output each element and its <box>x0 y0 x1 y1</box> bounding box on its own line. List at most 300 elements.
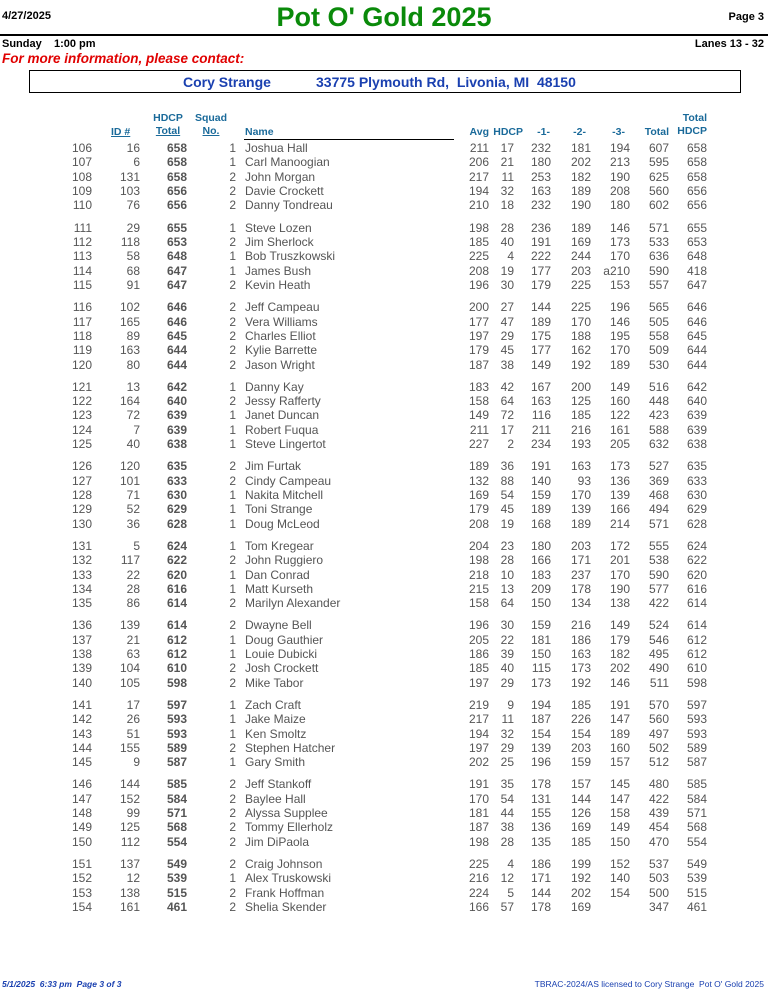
row-total: 625 <box>648 169 669 184</box>
row-average: 179 <box>468 502 489 517</box>
column-header-squad <box>193 112 229 138</box>
row-average: 179 <box>468 343 489 358</box>
row-hdcp-total: 614 <box>166 618 187 633</box>
row-squad: 1 <box>229 437 236 451</box>
row-name: Louie Dubicki <box>245 647 318 661</box>
row-hdcp-total: 584 <box>166 791 187 806</box>
row-game-1: 155 <box>530 806 551 821</box>
row-squad: 1 <box>229 647 236 661</box>
column-header-game-1: -1- <box>537 126 550 138</box>
row-hdcp-total: 629 <box>166 502 187 517</box>
row-hdcp-total: 568 <box>166 820 187 835</box>
row-average: 198 <box>468 220 489 235</box>
row-game-3: 158 <box>609 806 630 821</box>
row-bowler-id: 120 <box>119 459 140 474</box>
row-game-2: 203 <box>570 740 591 755</box>
row-average: 158 <box>468 596 489 611</box>
row-squad: 2 <box>229 357 236 372</box>
table-row <box>0 264 768 278</box>
row-name: Mike Tabor <box>245 675 304 690</box>
column-header-game-2: -2- <box>573 126 586 138</box>
row-bowler-id: 26 <box>126 712 140 727</box>
row-game-3: 170 <box>609 343 630 358</box>
row-game-1: 191 <box>530 234 551 249</box>
row-average: 197 <box>468 675 489 690</box>
row-squad: 1 <box>229 632 236 647</box>
footer-license: TBRAC-2024/AS licensed to Cory Strange Pot O' Gold 2025 <box>534 979 764 989</box>
row-total: 454 <box>648 820 669 835</box>
table-row <box>0 474 768 488</box>
row-game-1: 163 <box>530 394 551 408</box>
row-game-3: 150 <box>609 834 630 849</box>
row-position: 125 <box>71 437 92 451</box>
row-position: 140 <box>71 675 92 690</box>
row-game-1: 177 <box>530 343 551 358</box>
row-game-2: 244 <box>570 249 591 264</box>
row-name: Jake Maize <box>245 712 306 727</box>
name-column-rule <box>244 139 454 140</box>
row-bowler-id: 16 <box>126 141 140 155</box>
row-squad: 1 <box>229 726 236 741</box>
row-position: 146 <box>71 777 92 792</box>
row-game-1: 222 <box>530 249 551 264</box>
report-date: 4/27/2025 <box>2 10 51 22</box>
row-game-1: 159 <box>530 487 551 502</box>
table-row <box>0 170 768 184</box>
row-game-2: 170 <box>570 314 591 329</box>
table-row <box>0 857 768 871</box>
row-name: Davie Crockett <box>245 184 324 199</box>
row-total-hdcp: 658 <box>686 155 707 170</box>
row-total-hdcp: 584 <box>686 791 707 806</box>
row-handicap: 30 <box>500 618 514 633</box>
row-name: Bob Truszkowski <box>245 249 336 264</box>
table-row <box>0 676 768 690</box>
row-total: 636 <box>648 249 669 264</box>
table-row <box>0 221 768 235</box>
row-game-2: 134 <box>570 596 591 611</box>
row-hdcp-total: 549 <box>166 857 187 871</box>
column-header-total-hdcp-line2: HDCP <box>677 125 707 137</box>
row-game-3: 146 <box>609 220 630 235</box>
row-hdcp-total: 642 <box>166 379 187 394</box>
row-position: 113 <box>72 249 92 264</box>
row-total: 560 <box>648 184 669 199</box>
row-bowler-id: 80 <box>126 357 140 372</box>
table-row <box>0 423 768 437</box>
row-game-2: 226 <box>570 712 591 727</box>
row-total-hdcp: 655 <box>686 220 707 235</box>
row-bowler-id: 17 <box>126 697 140 712</box>
row-squad: 2 <box>229 820 236 835</box>
table-row <box>0 886 768 900</box>
row-name: Alex Truskowski <box>245 871 332 886</box>
row-game-3: a210 <box>603 263 630 278</box>
table-row <box>0 633 768 647</box>
table-row <box>0 198 768 212</box>
row-total-hdcp: 633 <box>686 473 707 488</box>
row-position: 110 <box>72 198 92 213</box>
row-average: 196 <box>468 618 489 633</box>
column-header-hdcp: HDCP <box>493 126 523 138</box>
row-average: 225 <box>468 249 489 264</box>
row-position: 120 <box>71 357 92 372</box>
table-row <box>0 300 768 314</box>
row-game-2: 203 <box>570 538 591 553</box>
row-game-2: 225 <box>570 277 591 292</box>
row-squad: 2 <box>229 553 236 568</box>
contact-name: Cory Strange <box>183 74 271 90</box>
row-hdcp-total: 633 <box>166 473 187 488</box>
row-total-hdcp: 639 <box>686 422 707 437</box>
table-row <box>0 235 768 249</box>
row-squad: 2 <box>229 300 236 315</box>
row-hdcp-total: 554 <box>166 834 187 849</box>
row-bowler-id: 91 <box>126 277 140 292</box>
row-position: 154 <box>71 900 92 914</box>
table-row <box>0 408 768 422</box>
row-name: Alyssa Supplee <box>245 806 328 821</box>
row-hdcp-total: 622 <box>166 553 187 568</box>
row-hdcp-total: 628 <box>166 516 187 531</box>
row-hdcp-total: 656 <box>166 198 187 213</box>
row-average: 187 <box>468 357 489 372</box>
row-total: 538 <box>648 553 669 568</box>
row-total-hdcp: 656 <box>686 184 707 199</box>
row-game-3: 166 <box>609 502 630 517</box>
row-game-1: 175 <box>530 328 551 343</box>
row-position: 150 <box>71 834 92 849</box>
row-total: 533 <box>648 234 669 249</box>
row-game-2: 237 <box>570 567 591 582</box>
row-position: 127 <box>71 473 92 488</box>
row-squad: 2 <box>229 596 236 611</box>
row-game-2: 203 <box>570 263 591 278</box>
row-total-hdcp: 640 <box>686 394 707 408</box>
row-game-2: 182 <box>570 169 591 184</box>
row-total-hdcp: 648 <box>686 249 707 264</box>
row-average: 181 <box>468 806 489 821</box>
row-name: John Ruggiero <box>245 553 324 568</box>
row-squad: 2 <box>229 169 236 184</box>
row-game-3: 160 <box>609 394 630 408</box>
row-game-2: 144 <box>570 791 591 806</box>
row-game-1: 177 <box>530 263 551 278</box>
row-handicap: 45 <box>500 502 514 517</box>
row-squad: 2 <box>229 885 236 900</box>
row-game-2: 163 <box>570 459 591 474</box>
column-header-avg: Avg <box>469 126 489 138</box>
row-bowler-id: 125 <box>119 820 140 835</box>
contact-address: 33775 Plymouth Rd, Livonia, MI 48150 <box>316 74 576 90</box>
row-bowler-id: 52 <box>126 502 140 517</box>
row-average: 219 <box>468 697 489 712</box>
row-position: 109 <box>71 184 92 199</box>
row-total: 546 <box>648 632 669 647</box>
row-bowler-id: 163 <box>119 343 140 358</box>
row-game-3: 145 <box>609 777 630 792</box>
table-row <box>0 741 768 755</box>
row-hdcp-total: 658 <box>166 155 187 170</box>
row-game-1: 189 <box>530 314 551 329</box>
row-game-3: 153 <box>609 277 630 292</box>
row-game-3: 205 <box>609 437 630 451</box>
row-total: 422 <box>648 791 669 806</box>
row-bowler-id: 68 <box>126 263 140 278</box>
row-hdcp-total: 585 <box>166 777 187 792</box>
table-row <box>0 553 768 567</box>
row-bowler-id: 139 <box>119 618 140 633</box>
row-game-2: 163 <box>570 647 591 661</box>
row-total-hdcp: 653 <box>686 234 707 249</box>
table-row <box>0 596 768 610</box>
row-name: Shelia Skender <box>245 900 327 914</box>
row-total-hdcp: 589 <box>686 740 707 755</box>
row-average: 191 <box>468 777 489 792</box>
footer-print-info: 5/1/2025 6:33 pm Page 3 of 3 <box>2 979 122 989</box>
table-row <box>0 712 768 726</box>
row-hdcp-total: 593 <box>166 712 187 727</box>
column-header-game-3: -3- <box>612 126 625 138</box>
row-total-hdcp: 658 <box>686 141 707 155</box>
row-game-2: 185 <box>570 834 591 849</box>
row-handicap: 29 <box>500 675 514 690</box>
row-squad: 2 <box>229 618 236 633</box>
row-position: 123 <box>71 408 92 423</box>
row-average: 218 <box>468 567 489 582</box>
row-position: 118 <box>72 328 92 343</box>
row-name: Vera Williams <box>245 314 318 329</box>
row-game-2: 202 <box>570 155 591 170</box>
row-average: 205 <box>468 632 489 647</box>
row-total: 495 <box>648 647 669 661</box>
row-name: Charles Elliot <box>245 328 316 343</box>
row-squad: 1 <box>229 487 236 502</box>
row-total: 347 <box>648 900 669 914</box>
row-position: 137 <box>71 632 92 647</box>
table-row <box>0 539 768 553</box>
row-name: Carl Manoogian <box>245 155 330 170</box>
row-name: John Morgan <box>245 169 316 184</box>
row-handicap: 28 <box>500 553 514 568</box>
row-game-3: 140 <box>609 871 630 886</box>
table-row <box>0 568 768 582</box>
row-name: Kevin Heath <box>245 277 311 292</box>
row-hdcp-total: 597 <box>166 697 187 712</box>
row-game-1: 115 <box>531 661 551 676</box>
row-bowler-id: 72 <box>126 408 140 423</box>
row-bowler-id: 86 <box>126 596 140 611</box>
row-position: 153 <box>71 885 92 900</box>
row-average: 196 <box>468 277 489 292</box>
row-hdcp-total: 646 <box>166 300 187 315</box>
row-handicap: 57 <box>500 900 514 914</box>
row-average: 208 <box>468 263 489 278</box>
row-name: Gary Smith <box>245 755 306 770</box>
row-hdcp-total: 610 <box>166 661 187 676</box>
row-game-1: 136 <box>530 820 551 835</box>
row-hdcp-total: 571 <box>166 806 187 821</box>
row-hdcp-total: 658 <box>166 169 187 184</box>
row-position: 122 <box>71 394 92 408</box>
row-total: 500 <box>648 885 669 900</box>
row-hdcp-total: 515 <box>166 885 187 900</box>
row-game-2: 225 <box>570 300 591 315</box>
row-position: 151 <box>71 857 92 871</box>
row-handicap: 45 <box>500 343 514 358</box>
row-bowler-id: 76 <box>126 198 140 213</box>
row-game-3: 170 <box>609 567 630 582</box>
row-squad: 2 <box>229 184 236 199</box>
row-position: 128 <box>71 487 92 502</box>
row-game-2: 169 <box>570 820 591 835</box>
row-game-3: 172 <box>609 538 630 553</box>
row-name: Tommy Ellerholz <box>245 820 334 835</box>
row-handicap: 28 <box>500 834 514 849</box>
row-game-1: 116 <box>531 408 551 423</box>
table-row <box>0 835 768 849</box>
row-bowler-id: 144 <box>119 777 140 792</box>
row-game-2: 171 <box>570 553 591 568</box>
row-total-hdcp: 614 <box>686 596 707 611</box>
row-position: 111 <box>73 220 92 235</box>
row-game-1: 144 <box>530 300 551 315</box>
row-name: Jim DiPaola <box>245 834 310 849</box>
row-squad: 2 <box>229 314 236 329</box>
table-row <box>0 582 768 596</box>
row-average: 197 <box>468 740 489 755</box>
row-hdcp-total: 658 <box>166 141 187 155</box>
row-hdcp-total: 598 <box>166 675 187 690</box>
row-total: 494 <box>648 502 669 517</box>
row-game-1: 194 <box>530 697 551 712</box>
row-position: 147 <box>71 791 92 806</box>
row-hdcp-total: 639 <box>166 422 187 437</box>
row-hdcp-total: 653 <box>166 234 187 249</box>
row-bowler-id: 9 <box>133 755 140 770</box>
row-handicap: 30 <box>500 277 514 292</box>
row-bowler-id: 117 <box>120 553 140 568</box>
row-handicap: 32 <box>500 726 514 741</box>
row-game-1: 168 <box>530 516 551 531</box>
row-total-hdcp: 656 <box>686 198 707 213</box>
row-game-3: 196 <box>609 300 630 315</box>
row-bowler-id: 21 <box>126 632 140 647</box>
row-handicap: 44 <box>500 806 514 821</box>
row-total: 555 <box>648 538 669 553</box>
row-average: 170 <box>468 791 489 806</box>
row-game-3: 190 <box>609 581 630 596</box>
row-squad: 1 <box>229 263 236 278</box>
row-total-hdcp: 635 <box>686 459 707 474</box>
row-handicap: 22 <box>500 632 514 647</box>
row-total: 602 <box>648 198 669 213</box>
row-average: 211 <box>469 141 489 155</box>
row-squad: 2 <box>229 459 236 474</box>
row-game-2: 190 <box>570 198 591 213</box>
row-game-3: 147 <box>609 791 630 806</box>
row-average: 166 <box>468 900 489 914</box>
row-game-3: 214 <box>609 516 630 531</box>
row-average: 186 <box>468 647 489 661</box>
column-header-total-hdcp <box>675 112 707 138</box>
row-total-hdcp: 587 <box>686 755 707 770</box>
row-squad: 1 <box>229 422 236 437</box>
row-handicap: 38 <box>500 820 514 835</box>
row-bowler-id: 103 <box>119 184 140 199</box>
row-bowler-id: 28 <box>126 581 140 596</box>
row-position: 149 <box>71 820 92 835</box>
row-game-2: 189 <box>570 220 591 235</box>
row-game-1: 234 <box>530 437 551 451</box>
row-bowler-id: 152 <box>119 791 140 806</box>
row-total-hdcp: 646 <box>686 300 707 315</box>
row-handicap: 5 <box>507 885 514 900</box>
row-position: 115 <box>72 277 92 292</box>
row-name: Doug Gauthier <box>245 632 324 647</box>
row-name: Zach Craft <box>245 697 302 712</box>
row-game-3: 182 <box>609 647 630 661</box>
row-name: Tom Kregear <box>245 538 314 553</box>
row-total: 595 <box>648 155 669 170</box>
row-name: James Bush <box>245 263 312 278</box>
row-game-2: 192 <box>570 357 591 372</box>
row-game-1: 209 <box>530 581 551 596</box>
row-squad: 1 <box>229 220 236 235</box>
row-average: 225 <box>468 857 489 871</box>
row-handicap: 47 <box>500 314 514 329</box>
row-name: Kylie Barrette <box>245 343 318 358</box>
row-position: 112 <box>72 234 92 249</box>
header-rule <box>0 34 768 36</box>
row-hdcp-total: 638 <box>166 437 187 451</box>
row-total-hdcp: 644 <box>686 343 707 358</box>
row-handicap: 11 <box>501 169 514 184</box>
row-total-hdcp: 549 <box>686 857 707 871</box>
row-handicap: 19 <box>500 516 514 531</box>
row-game-3: 213 <box>609 155 630 170</box>
contact-box <box>29 70 741 93</box>
row-hdcp-total: 616 <box>166 581 187 596</box>
table-row <box>0 184 768 198</box>
row-total: 530 <box>648 357 669 372</box>
row-handicap: 40 <box>500 234 514 249</box>
row-hdcp-total: 639 <box>166 408 187 423</box>
row-total-hdcp: 585 <box>686 777 707 792</box>
row-game-1: 144 <box>530 885 551 900</box>
row-hdcp-total: 640 <box>166 394 187 408</box>
table-row <box>0 394 768 408</box>
row-total: 490 <box>648 661 669 676</box>
table-row <box>0 502 768 516</box>
row-squad: 1 <box>229 755 236 770</box>
row-average: 187 <box>468 820 489 835</box>
row-game-3: 191 <box>609 697 630 712</box>
row-handicap: 29 <box>500 328 514 343</box>
row-game-1: 159 <box>530 618 551 633</box>
table-row <box>0 517 768 531</box>
row-bowler-id: 102 <box>119 300 140 315</box>
row-average: 198 <box>468 834 489 849</box>
row-average: 132 <box>468 473 489 488</box>
row-position: 134 <box>71 581 92 596</box>
table-row <box>0 727 768 741</box>
row-hdcp-total: 630 <box>166 487 187 502</box>
row-game-2: 185 <box>570 408 591 423</box>
row-average: 204 <box>468 538 489 553</box>
row-name: Baylee Hall <box>245 791 306 806</box>
row-game-3: 195 <box>609 328 630 343</box>
